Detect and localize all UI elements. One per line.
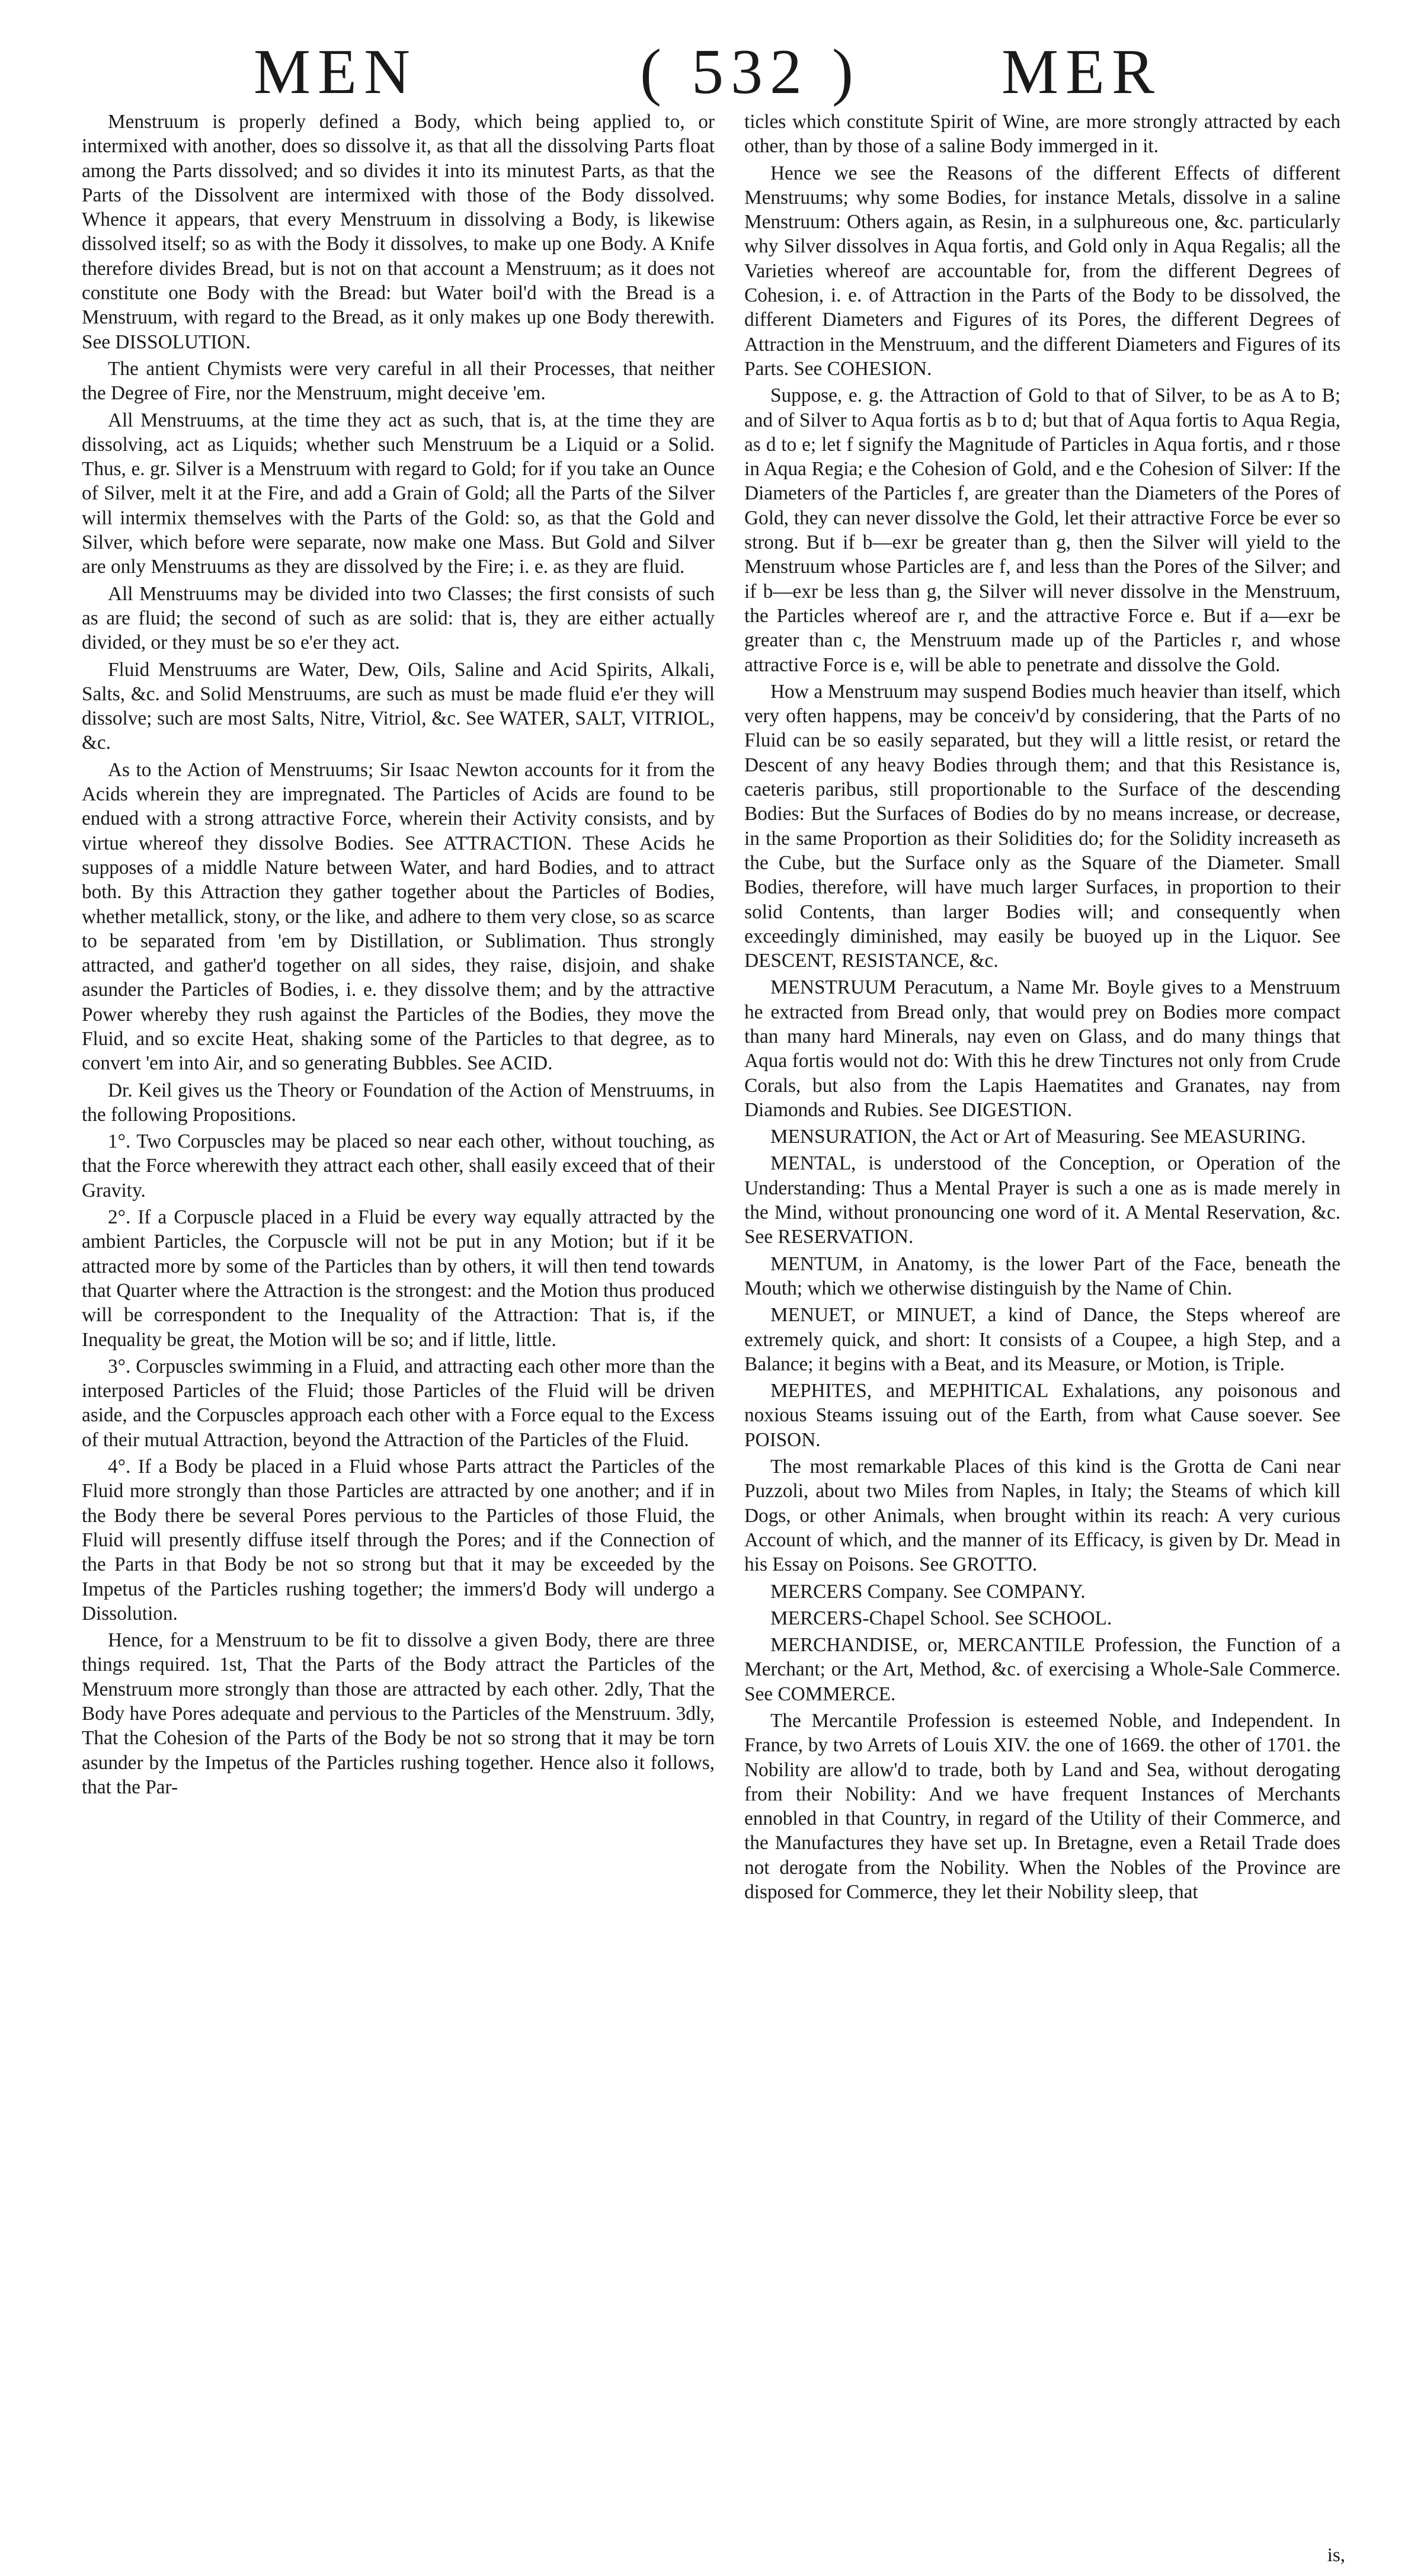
left-headword: MEN [254, 37, 417, 107]
left-column [82, 110, 715, 2568]
proposition: 3°. Corpuscles swimming in a Fluid, and attracting each other more than the interposed Particles of the Fluid; those Particles of the Fluid will be driven aside, and the Corpuscles approach each other with a Force equal to the Excess of their mutual Attraction, beyond the Attraction of the Particles of the Fluid. [82, 1355, 715, 1451]
paragraph: Fluid Menstruums are Water, Dew, Oils, Saline and Acid Spirits, Alkali, Salts, &c. and Solid Menstruums, are such as must be made fluid e'er they will dissolve; such are most Salts, Nitre, Vitriol, &c. See WATER, SALT, VITRIOL, &c. [82, 658, 715, 754]
entry: MERCERS Company. See COMPANY. [770, 1580, 1086, 1603]
paragraph: Hence we see the Reasons of the different Effects of different Menstruums; why some Bodies, for instance Metals, dissolve in a saline Menstruum: Others again, as Resin, in a sulphureous one, &c. particularly why Silver dissolves in Aqua fortis, and Gold only in Aqua Regalis; all the Varieties whereof are accountable for, from the different Degrees of Cohesion, i. e. of Attraction in the Parts of the Body to be dissolved, the different Diameters and Figures of its Pores, the different Degrees of Attraction in the Menstruum, and the different Diameters and Figures of its Parts. See COHESION. [744, 162, 1340, 380]
paragraph: Suppose, e. g. the Attraction of Gold to that of Silver, to be as A to B; and of Silver to Aqua fortis as b to d; but that of Aqua fortis to Aqua Regia, as d to e; let f signify the Magnitude of Particles in Aqua fortis, and r those in Aqua Regia; e the Cohesion of Gold, and e the Cohesion of Silver: If the Diameters of the Particles f, are greater than the Diameters of the Pores of Gold, they can never dissolve the Gold, let their attractive Force be ever so strong. But if b—exr be greater than g, then the Silver will yield to the Menstruum whose Particles are f, and less than the Pores of the Silver; and if b—exr be less than g, the Silver will never dissolve in the Menstruum, the Particles whereof are r, and the attractive Force e. But if a—exr be greater than c, the Menstruum made up of the Particles r, and whose attractive Force is e, will be able to penetrate and dissolve the Gold. [744, 385, 1340, 676]
entry: MENTAL, is understood of the Conception, or Operation of the Understanding: Thus a Mental Prayer is such a one as is made merely in the Mind, without pronouncing one word of it. A Mental Reservation, &c. See RESERVATION. [744, 1152, 1340, 1248]
entry: MENTUM, in Anatomy, is the lower Part of the Face, beneath the Mouth; which we otherwise distinguish by the Name of Chin. [744, 1252, 1340, 1299]
paragraph: How a Menstruum may suspend Bodies much heavier than itself, which very often happens, may be conceiv'd by considering, that the Parts of no Fluid can be so easily separated, but they will a little resist, or retard the Descent of any heavy Bodies through them; and that this Resistance is, caeteris paribus, still proportionable to the Surface of the descending Bodies: But the Surfaces of Bodies do by no means increase, or decrease, in the same Proportion as their Solidities do; for the Solidity increaseth as the Cube, but the Surface only as the Square of the Diameter. Small Bodies, therefore, will have much larger Surfaces, in proportion to their solid Contents, than larger Bodies will; and consequently when exceedingly diminished, may easily be buoyed up in the Liquor. See DESCENT, RESISTANCE, &c. [744, 680, 1340, 972]
right-headword: MER [1002, 37, 1162, 107]
proposition: 1°. Two Corpuscles may be placed so near each other, without touching, as that the Force wherewith they attract each other, shall easily exceed that of their Gravity. [82, 1130, 715, 1202]
entry: MEPHITES, and MEPHITICAL Exhalations, any poisonous and noxious Steams issuing out of the Earth, from what Cause soever. See POISON. [744, 1380, 1340, 1451]
right-column [744, 110, 1340, 2568]
paragraph: All Menstruums, at the time they act as such, that is, at the time they are dissolving, act as Liquids; whether such Menstruum be a Liquid or a Solid. Thus, e. gr. Silver is a Menstruum with regard to Gold; for if you take an Ounce of Silver, melt it at the Fire, and add a Grain of Gold; all the Parts of the Silver will intermix themselves with the Parts of the Gold: so, as that the Gold and Silver, which before were separate, now make one Mass. But Gold and Silver are only Menstruums as they are dissolved by the Fire; i. e. as they are fluid. [82, 409, 715, 578]
paragraph: The Mercantile Profession is esteemed Noble, and Independent. In France, by two Arrets of Louis XIV. the one of 1669. the other of 1701. the Nobility are allow'd to trade, both by Land and Sea, without derogating from their Nobility: And we have frequent Instances of Merchants ennobled in that Country, in regard of the Utility of their Commerce, and the Manufactures they have set up. In Bretagne, even a Retail Trade does not derogate from the Nobility. When the Nobles of the Province are disposed for Commerce, they let their Nobility sleep, that [744, 1710, 1340, 1904]
paragraph: All Menstruums may be divided into two Classes; the first consists of such as are fluid; the second of such as are solid: that is, they are either actually divided, or they must be so e'er they act. [82, 582, 715, 654]
paragraph: Menstruum is properly defined a Body, which being applied to, or intermixed with another, does so dissolve it, as that all the dissolving Parts float among the Parts dissolved; and so divides it into its minutest Parts, as that the Parts of the Dissolvent are intermixed with those of the Body dissolved. Whence it appears, that every Menstruum in dissolving a Body, is likewise dissolved itself; so as with the Body it dissolves, to make up one Body. A Knife therefore divides Bread, but is not on that account a Menstruum; as it does not constitute one Body with the Bread: but Water boil'd with the Bread is a Menstruum, with regard to the Bread, as it only makes up one Body therewith. See DISSOLUTION. [82, 111, 715, 353]
entry: MERCERS-Chapel School. See SCHOOL. [770, 1607, 1112, 1629]
catchword: is, [1327, 2545, 1345, 2566]
proposition: 4°. If a Body be placed in a Fluid whose Parts attract the Particles of the Fluid more strongly than those Particles are attracted by one another; and if in the Body there be several Pores pervious to the Particles of those Fluid, the Fluid will presently diffuse itself through the Pores; and if the Connection of the Parts in that Body be not so strong but that it may be exceeded by the Impetus of the Particles rushing together; the immers'd Body will undergo a Dissolution. [82, 1456, 715, 1625]
paragraph: As to the Action of Menstruums; Sir Isaac Newton accounts for it from the Acids wherein they are impregnated. The Particles of Acids are found to be endued with a strong attractive Force, wherein their Activity consists, and by virtue whereof they dissolve Bodies. See ATTRACTION. These Acids he supposes of a middle Nature between Water, and hard Bodies, and to attract both. By this Attraction they gather together about the Particles of Bodies, whether metallick, stony, or the like, and adhere to them very close, so as scarce to be separated from 'em by Distillation, or Sublimation. Thus strongly attracted, and gather'd together on all sides, they raise, disjoin, and shake asunder the Particles of Bodies, i. e. they dissolve them; and by the attractive Power whereby they rush against the Particles of the Bodies, they move the Fluid, and so excite Heat, shaking some of the Particles to that degree, as to convert 'em into Air, and so generating Bubbles. See ACID. [82, 758, 715, 1075]
entry: MENSURATION, the Act or Art of Measuring. See MEASURING. [770, 1126, 1306, 1148]
paragraph: The most remarkable Places of this kind is the Grotta de Cani near Puzzoli, about two Miles from Naples, in Italy; the Steams of which kill Dogs, or other Animals, when brought within its reach: A very curious Account of which, and the manner of its Efficacy, is given by Dr. Mead in his Essay on Poisons. See GROTTO. [744, 1456, 1340, 1576]
paragraph: Hence, for a Menstruum to be fit to dissolve a given Body, there are three things required. 1st, That the Parts of the Body attract the Particles of the Menstruum more strongly than those are attracted by each other. 2dly, That the Body have Pores adequate and pervious to the Particles of the Menstruum. 3dly, That the Cohesion of the Parts of the Body be not so strong that it may be torn asunder by the Impetus of the Particles rushing together. Hence also it follows, that the Par- [82, 1629, 715, 1798]
page-number: ( 532 ) [640, 37, 860, 107]
paragraph: The antient Chymists were very careful in all their Processes, that neither the Degree of Fire, nor the Menstruum, might deceive 'em. [82, 357, 715, 405]
entry: MERCHANDISE, or, MERCANTILE Profession, the Function of a Merchant; or the Art, Method, &c. of exercising a Whole-Sale Commerce. See COMMERCE. [744, 1634, 1340, 1705]
paragraph-continuation: ticles which constitute Spirit of Wine, are more strongly attracted by each other, than by those of a saline Body immerged in it. [744, 111, 1340, 158]
proposition: 2°. If a Corpuscle placed in a Fluid be every way equally attracted by the ambient Particles, the Corpuscle will not be put in any Motion; but if it be attracted more by some of the Particles than by others, it will then tend towards that Quarter where the Attraction is the strongest: and the Motion thus produced will be correspondent to the Inequality of the Attraction: That is, if the Inequality be great, the Motion will be so; and if little, little. [82, 1206, 715, 1351]
page-header [0, 36, 1427, 113]
paragraph: Dr. Keil gives us the Theory or Foundation of the Action of Menstruums, in the following Propositions. [82, 1079, 715, 1126]
entry: MENUET, or MINUET, a kind of Dance, the Steps whereof are extremely quick, and short: It consists of a Coupee, a high Step, and a Balance; it begins with a Beat, and its Measure, or Motion, is Triple. [744, 1304, 1340, 1375]
entry: MENSTRUUM Peracutum, a Name Mr. Boyle gives to a Menstruum he extracted from Bread only, that would prey on Bodies more compact than many hard Minerals, nay even on Glass, and do many things that Aqua fortis would not do: With this he drew Tinctures not only from Crude Corals, but also from the Lapis Haematites and Granates, nay from Diamonds and Rubies. See DIGESTION. [744, 976, 1340, 1121]
